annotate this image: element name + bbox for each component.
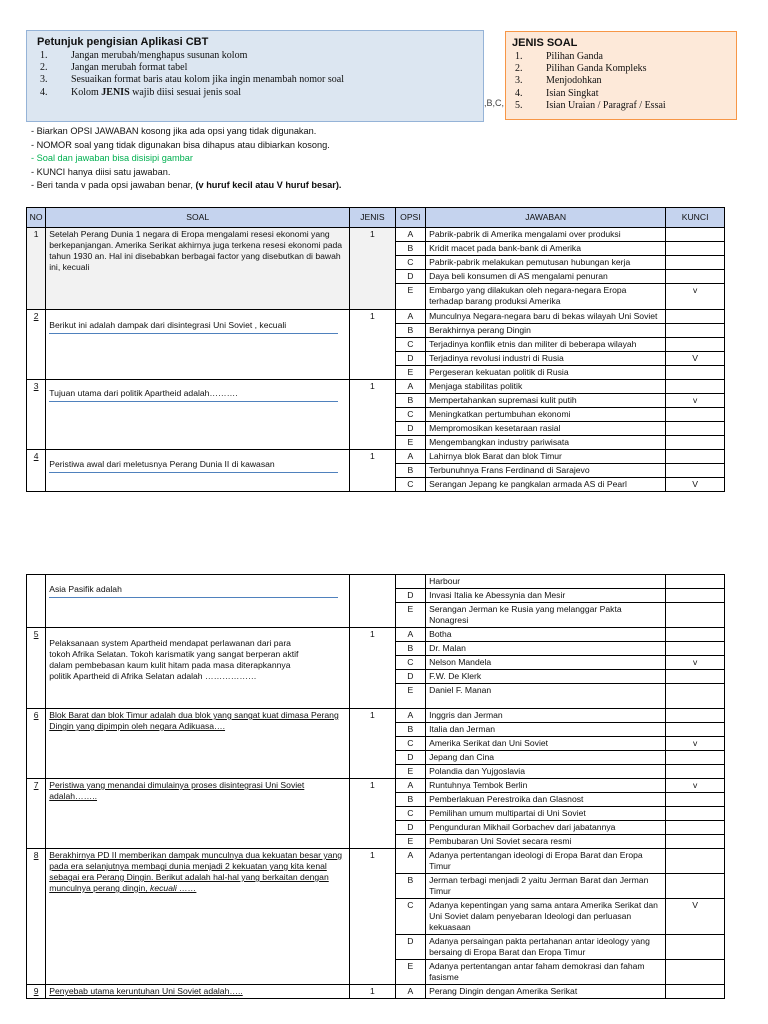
key-cell[interactable]: V	[666, 478, 725, 492]
answer-cell[interactable]: Meningkatkan pertumbuhan ekonomi	[426, 408, 666, 422]
answer-cell[interactable]: Botha	[426, 628, 666, 642]
page-2	[0, 510, 768, 1024]
key-cell[interactable]	[666, 228, 725, 242]
answer-cell[interactable]: Serangan Jepang ke pangkalan armada AS di Pearl	[426, 478, 666, 492]
answer-cell[interactable]: Jepang dan Cina	[426, 751, 666, 765]
question-jenis[interactable]: 1	[350, 628, 396, 709]
key-cell[interactable]	[666, 935, 725, 960]
key-cell[interactable]	[666, 628, 725, 642]
table-row	[27, 709, 725, 723]
option-letter: C	[395, 256, 425, 270]
option-letter: B	[395, 394, 425, 408]
list-item: 2. Pilihan Ganda Kompleks	[515, 63, 647, 75]
header-soal: SOAL	[46, 208, 350, 228]
key-cell[interactable]	[666, 450, 725, 464]
note: - Soal dan jawaban bisa disisipi gambar	[31, 153, 193, 164]
question-jenis-empty	[350, 575, 396, 628]
header-row	[27, 208, 725, 228]
answer-cell[interactable]: Adanya pertentangan ideologi di Eropa Barat dan Eropa Timur	[426, 849, 666, 874]
answer-cell[interactable]: Mempertahankan supremasi kulit putih	[426, 394, 666, 408]
option-letter: A	[395, 985, 425, 999]
answer-cell[interactable]: Adanya persaingan pakta pertahanan antar ideology yang bersaing di Eropa Barat dan Eropa Timur	[426, 935, 666, 960]
key-cell[interactable]: V	[666, 899, 725, 935]
option-letter: C	[395, 408, 425, 422]
list-item: 4. Isian Singkat	[515, 87, 599, 99]
list-item: 4. Kolom JENIS wajib diisi sesuai jenis soal	[40, 86, 242, 98]
key-cell[interactable]	[666, 807, 725, 821]
answer-cell[interactable]: Terjadinya revolusi industri di Rusia	[426, 352, 666, 366]
list-item: 1. Pilihan Ganda	[515, 51, 603, 62]
key-cell[interactable]	[666, 380, 725, 394]
table-row	[27, 310, 725, 324]
note: - NOMOR soal yang tidak digunakan bisa dihapus atau dibiarkan kosong.	[31, 139, 330, 150]
option-letter: D	[395, 352, 425, 366]
question-number: 3	[27, 380, 46, 450]
question-number: 8	[27, 849, 46, 985]
key-cell[interactable]	[666, 575, 725, 589]
question-text[interactable]: Setelah Perang Dunia 1 negara di Eropa mengalami resesi ekonomi yang berkepanjangan. Amerika Serikat akhirnya juga terkena resesi ekonomi pada tahun 1930 an. Hal ini disebabkan berbagai factor yang disebutkan di bawah ini, kecuali	[46, 228, 350, 310]
answer-cell[interactable]: Pabrik-pabrik di Amerika mengalami over produksi	[426, 228, 666, 242]
option-letter: A	[395, 228, 425, 242]
answer-cell[interactable]: Menjaga stabilitas politik	[426, 380, 666, 394]
option-letter: C	[395, 737, 425, 751]
question-text[interactable]: Blok Barat dan blok Timur adalah dua blok yang sangat kuat dimasa Perang Dingin yang dipimpin oleh negara Adikuasa….	[46, 709, 350, 779]
option-letter: E	[395, 765, 425, 779]
answer-cell[interactable]: Harbour	[426, 575, 666, 589]
answer-cell[interactable]: Pembubaran Uni Soviet secara resmi	[426, 835, 666, 849]
answer-cell[interactable]: Invasi Italia ke Abessynia dan Mesir	[426, 589, 666, 603]
option-letter: E	[395, 284, 425, 310]
answer-cell[interactable]: Embargo yang dilakukan oleh negara-negara Eropa terhadap barang produksi Amerika	[426, 284, 666, 310]
list-item: 1. Jangan merubah/menghapus susunan kolom	[40, 50, 248, 61]
option-letter: E	[395, 835, 425, 849]
question-number: 4	[27, 450, 46, 492]
answer-cell[interactable]: Kridit macet pada bank-bank di Amerika	[426, 242, 666, 256]
option-letter: C	[395, 478, 425, 492]
answer-cell[interactable]: Lahirnya blok Barat dan blok Timur	[426, 450, 666, 464]
option-letter-empty	[395, 575, 425, 589]
option-letter: A	[395, 310, 425, 324]
answer-cell[interactable]: Mempromosikan kesetaraan rasial	[426, 422, 666, 436]
page-1	[0, 0, 768, 510]
key-cell[interactable]: v	[666, 779, 725, 793]
note: - KUNCI hanya diisi satu jawaban.	[31, 166, 171, 177]
answer-cell[interactable]: Jerman terbagi menjadi 2 yaitu Jerman Barat dan Jerman Timur	[426, 874, 666, 899]
answer-cell[interactable]: Pengunduran Mikhail Gorbachev dari jabatannya	[426, 821, 666, 835]
answer-cell[interactable]: Runtuhnya Tembok Berlin	[426, 779, 666, 793]
option-letter: A	[395, 628, 425, 642]
list-item: 3. Menjodohkan	[515, 75, 602, 87]
option-letter: D	[395, 422, 425, 436]
option-letter: B	[395, 464, 425, 478]
header-jenis: JENIS	[350, 208, 396, 228]
table-row	[27, 575, 725, 589]
option-letter: C	[395, 656, 425, 670]
key-cell[interactable]	[666, 874, 725, 899]
answer-cell[interactable]: F.W. De Klerk	[426, 670, 666, 684]
key-cell[interactable]	[666, 338, 725, 352]
answer-cell[interactable]: Nelson Mandela	[426, 656, 666, 670]
option-letter: D	[395, 821, 425, 835]
option-letter: B	[395, 642, 425, 656]
answer-cell[interactable]: Pergeseran kekuatan politik di Rusia	[426, 366, 666, 380]
key-cell[interactable]	[666, 642, 725, 656]
key-cell[interactable]	[666, 422, 725, 436]
answer-cell[interactable]: Inggris dan Jerman	[426, 709, 666, 723]
table-row	[27, 849, 725, 874]
key-cell[interactable]	[666, 751, 725, 765]
key-cell[interactable]	[666, 960, 725, 985]
key-cell[interactable]	[666, 684, 725, 709]
key-cell[interactable]	[666, 366, 725, 380]
answer-cell[interactable]: Amerika Serikat dan Uni Soviet	[426, 737, 666, 751]
key-cell[interactable]	[666, 849, 725, 874]
question-jenis[interactable]: 1	[350, 228, 396, 310]
key-cell[interactable]	[666, 310, 725, 324]
note: - Biarkan OPSI JAWABAN kosong jika ada opsi yang tidak digunakan.	[31, 126, 317, 136]
option-letter: A	[395, 849, 425, 874]
question-text[interactable]: Berakhirnya PD II memberikan dampak munculnya dua kekuatan besar yang pada era selanjutnya membagi dunia menjadi 2 kekuatan yang kita kenal sebagai era Perang Dingin. Berikut adalah hal-hal yang berkaitan dengan munculnya perang dingin, kecuali ……	[46, 849, 350, 985]
answer-cell[interactable]: Terjadinya konflik etnis dan militer di beberapa wilayah	[426, 338, 666, 352]
option-letter: D	[395, 589, 425, 603]
question-text[interactable]: Tujuan utama dari politik Apartheid adalah……….	[46, 380, 350, 450]
question-number: 2	[27, 310, 46, 380]
list-item: 3. Sesuaikan format baris atau kolom jika ingin menambah nomor soal	[40, 74, 344, 86]
question-text[interactable]: Penyebab utama keruntuhan Uni Soviet adalah…..	[46, 985, 350, 999]
option-letter: E	[395, 436, 425, 450]
question-jenis[interactable]: 1	[350, 849, 396, 985]
key-cell[interactable]	[666, 603, 725, 628]
answer-cell[interactable]: Polandia dan Yujgoslavia	[426, 765, 666, 779]
question-jenis[interactable]: 1	[350, 310, 396, 380]
answer-cell[interactable]: Daya beli konsumen di AS mengalami penuran	[426, 270, 666, 284]
key-cell[interactable]	[666, 793, 725, 807]
option-letter: E	[395, 960, 425, 985]
header-kunci: KUNCI	[666, 208, 725, 228]
header-jawaban: JAWABAN	[426, 208, 666, 228]
key-cell[interactable]	[666, 408, 725, 422]
option-letter: C	[395, 899, 425, 935]
answer-cell[interactable]: Adanya pertentangan antar faham demokrasi dan faham fasisme	[426, 960, 666, 985]
option-letter: B	[395, 874, 425, 899]
key-cell[interactable]	[666, 242, 725, 256]
question-jenis[interactable]: 1	[350, 380, 396, 450]
option-letter: B	[395, 242, 425, 256]
key-cell[interactable]	[666, 324, 725, 338]
key-cell[interactable]: v	[666, 394, 725, 408]
jenis-soal-title: JENIS SOAL	[512, 37, 578, 49]
answer-cell[interactable]: Adanya kepentingan yang sama antara Amerika Serikat dan Uni Soviet dalam penyebaran Ideologi dan perluasan kekuasaan	[426, 899, 666, 935]
option-letter: B	[395, 324, 425, 338]
answer-cell[interactable]: Pemilihan umum multipartai di Uni Soviet	[426, 807, 666, 821]
key-cell[interactable]	[666, 821, 725, 835]
option-letter: A	[395, 380, 425, 394]
question-jenis[interactable]: 1	[350, 779, 396, 849]
question-table	[26, 207, 725, 492]
answer-cell[interactable]: Pabrik-pabrik melakukan pemutusan hubungan kerja	[426, 256, 666, 270]
question-jenis[interactable]: 1	[350, 985, 396, 999]
key-cell[interactable]	[666, 709, 725, 723]
list-item: 2. Jangan merubah format tabel	[40, 62, 188, 74]
option-letter: B	[395, 793, 425, 807]
option-letter: A	[395, 450, 425, 464]
question-text[interactable]: Peristiwa awal dari meletusnya Perang Dunia II di kawasan	[46, 450, 350, 492]
table-row	[27, 228, 725, 242]
answer-cell[interactable]: Serangan Jerman ke Rusia yang melanggar Pakta Nonagresi	[426, 603, 666, 628]
key-cell[interactable]	[666, 256, 725, 270]
question-text-continued[interactable]: Asia Pasifik adalah	[46, 575, 350, 628]
header-opsi: OPSI	[395, 208, 425, 228]
option-letter: B	[395, 723, 425, 737]
table-row	[27, 628, 725, 642]
key-cell[interactable]	[666, 589, 725, 603]
option-letter: E	[395, 366, 425, 380]
option-letter: C	[395, 807, 425, 821]
key-cell[interactable]	[666, 464, 725, 478]
key-cell[interactable]	[666, 765, 725, 779]
table-row	[27, 450, 725, 464]
header-no: NO	[27, 208, 46, 228]
answer-cell[interactable]: Perang Dingin dengan Amerika Serikat	[426, 985, 666, 999]
key-cell[interactable]: v	[666, 284, 725, 310]
question-number: 5	[27, 628, 46, 709]
option-letter: E	[395, 684, 425, 709]
petunjuk-title: Petunjuk pengisian Aplikasi CBT	[37, 36, 209, 48]
table-row	[27, 779, 725, 793]
option-letter: D	[395, 670, 425, 684]
key-cell[interactable]: v	[666, 656, 725, 670]
answer-cell[interactable]: Italia dan Jerman	[426, 723, 666, 737]
question-table-continued	[26, 574, 725, 999]
question-text[interactable]: Pelaksanaan system Apartheid mendapat perlawanan dari para tokoh Afrika Selatan. Tokoh karismatik yang sangat berperan aktif dalam pembebasan kaum kulit hitam pada masa diterapkannya politik Apartheid di Afrika Selatan adalah ………………	[46, 628, 350, 709]
table-row	[27, 380, 725, 394]
key-cell[interactable]	[666, 270, 725, 284]
option-letter: D	[395, 751, 425, 765]
option-letter: A	[395, 709, 425, 723]
key-cell[interactable]: v	[666, 737, 725, 751]
option-letter: A	[395, 779, 425, 793]
question-number: 9	[27, 985, 46, 999]
answer-cell[interactable]: Berakhirnya perang Dingin	[426, 324, 666, 338]
question-number-empty	[27, 575, 46, 628]
answer-cell[interactable]: Terbunuhnya Frans Ferdinand di Sarajevo	[426, 464, 666, 478]
question-text[interactable]: Peristiwa yang menandai dimulainya proses disintegrasi Uni Soviet adalah……..	[46, 779, 350, 849]
note: - Beri tanda v pada opsi jawaban benar, (v huruf kecil atau V huruf besar).	[31, 180, 342, 191]
question-number: 7	[27, 779, 46, 849]
table-row	[27, 985, 725, 999]
question-text[interactable]: Berikut ini adalah dampak dari disintegrasi Uni Soviet , kecuali	[46, 310, 350, 380]
key-cell[interactable]	[666, 835, 725, 849]
key-cell[interactable]	[666, 436, 725, 450]
cut-off-text: ,B,C,	[484, 98, 505, 108]
question-jenis[interactable]: 1	[350, 450, 396, 492]
question-number: 6	[27, 709, 46, 779]
key-cell[interactable]	[666, 670, 725, 684]
key-cell[interactable]	[666, 723, 725, 737]
answer-cell[interactable]: Pemberlakuan Perestroika dan Glasnost	[426, 793, 666, 807]
option-letter: C	[395, 338, 425, 352]
question-number: 1	[27, 228, 46, 310]
key-cell[interactable]	[666, 985, 725, 999]
answer-cell[interactable]: Mengembangkan industry pariwisata	[426, 436, 666, 450]
option-letter: D	[395, 935, 425, 960]
option-letter: E	[395, 603, 425, 628]
answer-cell[interactable]: Daniel F. Manan	[426, 684, 666, 709]
answer-cell[interactable]: Munculnya Negara-negara baru di bekas wilayah Uni Soviet	[426, 310, 666, 324]
list-item: 5. Isian Uraian / Paragraf / Essai	[515, 99, 666, 111]
question-jenis[interactable]: 1	[350, 709, 396, 779]
answer-cell[interactable]: Dr. Malan	[426, 642, 666, 656]
key-cell[interactable]: V	[666, 352, 725, 366]
option-letter: D	[395, 270, 425, 284]
